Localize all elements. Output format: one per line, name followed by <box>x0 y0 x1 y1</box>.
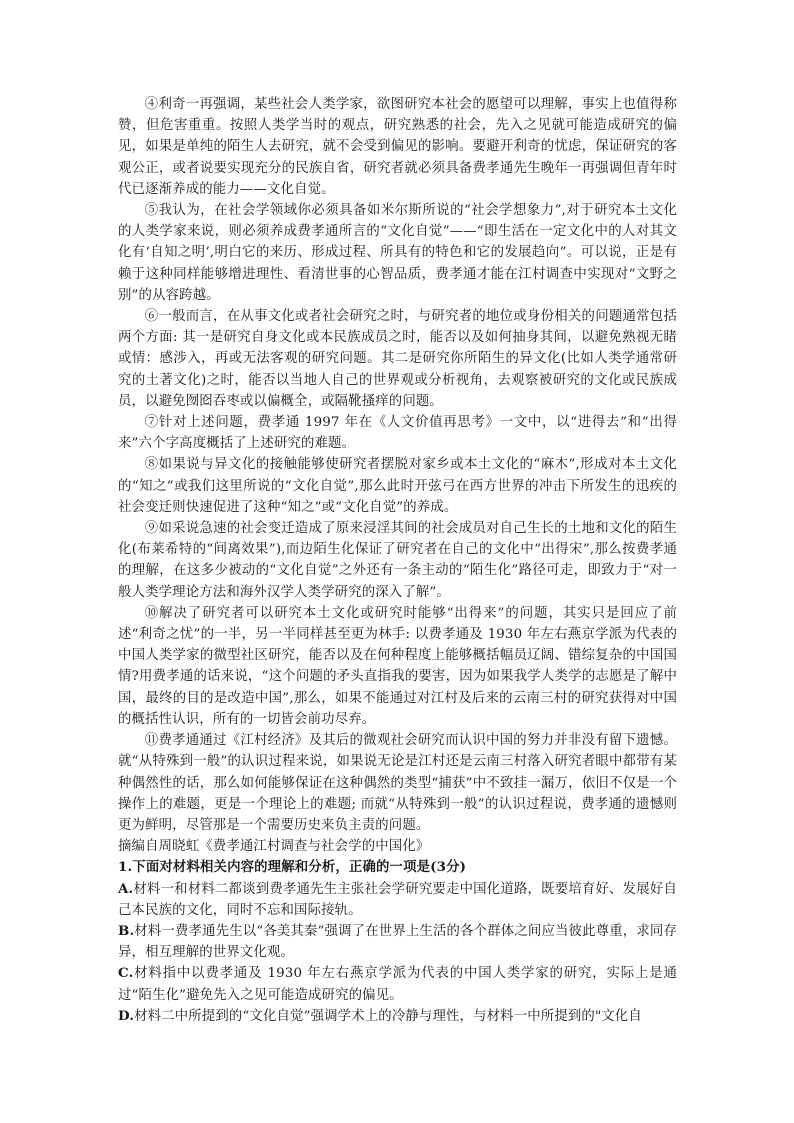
option-a-text: 材料一和材料二都谈到费孝通先生主张社会学研究要走中国化道路，既要培育好、发展好自己本民族的文化，同时不忘和国际接轨。 <box>118 881 677 918</box>
option-b-text: 材料一费孝通先生以“各美其秦”强调了在世界上生活的各个群体之间应当彼此尊重，求同存异，相互理解的世界文化观。 <box>118 923 677 961</box>
option-c <box>118 963 677 1005</box>
option-a <box>118 879 677 921</box>
option-b-label: B. <box>118 922 135 939</box>
source-citation: 摘编自周晓虹《费孝通江村调查与社会学的中国化》 <box>118 839 430 855</box>
paragraph-6: ⑥一般而言，在从事文化或者社会研究之时，与研究者的地位或身份相关的问题通常包括两个方面: 其一是研究自身文化或本民族成员之时，能否以及如何抽身其间，以避免熟视无睹或情：感涉入，再或无法客观的研究问题。其二是研究你所陌生的异文化(比如人类学通常研究的土著文化)之时，能否以当地人自己的世界观或分析视角，去观察被研究的文化或民族成员，以避免囫囵吞枣或以偏概全，或隔靴搔痒的问题。 <box>118 309 677 409</box>
paragraph-8: ⑧如果说与异文化的接触能够使研究者摆脱对家乡或本土文化的“麻木”,形成对本土文化的“知之”或我们这里所说的“文化自觉”,那么此时开弦弓在西方世界的冲击下所发生的迅疾的社会变迁则快速促进了这种“知之”或“文化自觉”的养成。 <box>118 457 677 515</box>
paragraph-5: ⑤我认为，在社会学领域你必须具备如米尔斯所说的“社会学想象力”,对于研究本土文化的人类学家来说，则必须养成费孝通所言的“文化自觉”——“即生活在一定文化中的人对其文化有‘自知之明’,明白它的来历、形成过程、所具有的特色和它的发展趋向”。可以说，正是有赖于这种同样能够增进理性、看清世事的心智品质，费孝通才能在江村调查中实现对“文野之别”的从容跨越。 <box>118 203 677 303</box>
paragraph-4: ④利奇一再强调，某些社会人类学家，欲图研究本社会的愿望可以理解，事实上也值得称赞，但危害重重。按照人类学当时的观点，研究熟悉的社会，先入之见就可能造成研究的偏见，如果是单纯的陌生人去研究，就不会受到偏见的影响。要避开利奇的忧虑，保证研究的客观公正，或者说要实现充分的民族自省，研究者就必须具备费孝通先生晚年一再强调但青年时代已逐渐养成的能力——文化自觉。 <box>118 97 677 197</box>
question-stem: 1.下面对材料相关内容的理解和分析，正确的一项是(3分) <box>118 859 467 876</box>
document-page <box>118 94 677 1027</box>
option-d-text: 材料二中所提到的“文化自觉”强调学术上的冷静与理性，与材料一中所提到的"文化自 <box>134 1008 642 1024</box>
option-d-label: D. <box>118 1007 135 1024</box>
option-b <box>118 921 677 963</box>
paragraph-10: ⑩解决了研究者可以研究本土文化或研究时能够“出得来”的问题，其实只是回应了前述“利奇之忧”的一半，另一半同样甚至更为林手: 以费孝通及 1930 年左右燕京学派为代表的中国人类学家的微型社区研究，能否以及在何种程度上能够概括幅员辽阔、错综复杂的中国国情?用费孝通的话来说，“这个问题的矛头直指我的要害，因为如果我学人类学的志愿是了解中国，最终的目的是改造中国”,那么，如果不能通过对江村及后来的云南三村的研究获得对中国的概括性认识，所有的一切皆会前功尽弃。 <box>118 605 677 727</box>
paragraph-9: ⑨如采说急速的社会变迁造成了原来浸淫其间的社会成员对自己生长的土地和文化的陌生化(布莱希特的“间离效果”),而边陌生化保证了研究者在自己的文化中“出得宋”,那么按费孝通的理解，在这多少被动的“文化自觉”之外还有一条主动的“陌生化”路径可走，即致力于“对一般人类学理论方法和海外汉学人类学研究的深入了解”。 <box>118 521 677 600</box>
option-c-text: 材料指中以费孝通及 1930 年左右燕京学派为代表的中国人类学家的研究，实际上是通过“陌生化”避免先入之见可能造成研究的偏见。 <box>118 966 677 1003</box>
option-a-label: A. <box>118 880 134 897</box>
paragraph-11: ⑪费孝通通过《江村经济》及其后的微观社会研究而认识中国的努力并非没有留下遗憾。就“从特殊到一般”的认识过程来说，如果说无论是江村还是云南三村落入研究者眼中都带有某种偶然性的话，那么如何能够保证在这种偶然的类型“捕获”中不致挂一漏万，依旧不仅是一个操作上的难题，更是一个理论上的难题; 而就“从特殊到一般”的认识过程说，费孝通的遗憾则更为鲜明，尽管那是一个需要历史来负主责的问题。 <box>118 733 677 833</box>
paragraph-7: ⑦针对上述问题，费孝通 1997 年在《人文价值再思考》一文中，以“进得去”和“出得来”六个字高度概括了上述研究的难题。 <box>118 415 677 452</box>
option-c-label: C. <box>118 965 134 982</box>
option-d <box>118 1006 677 1027</box>
